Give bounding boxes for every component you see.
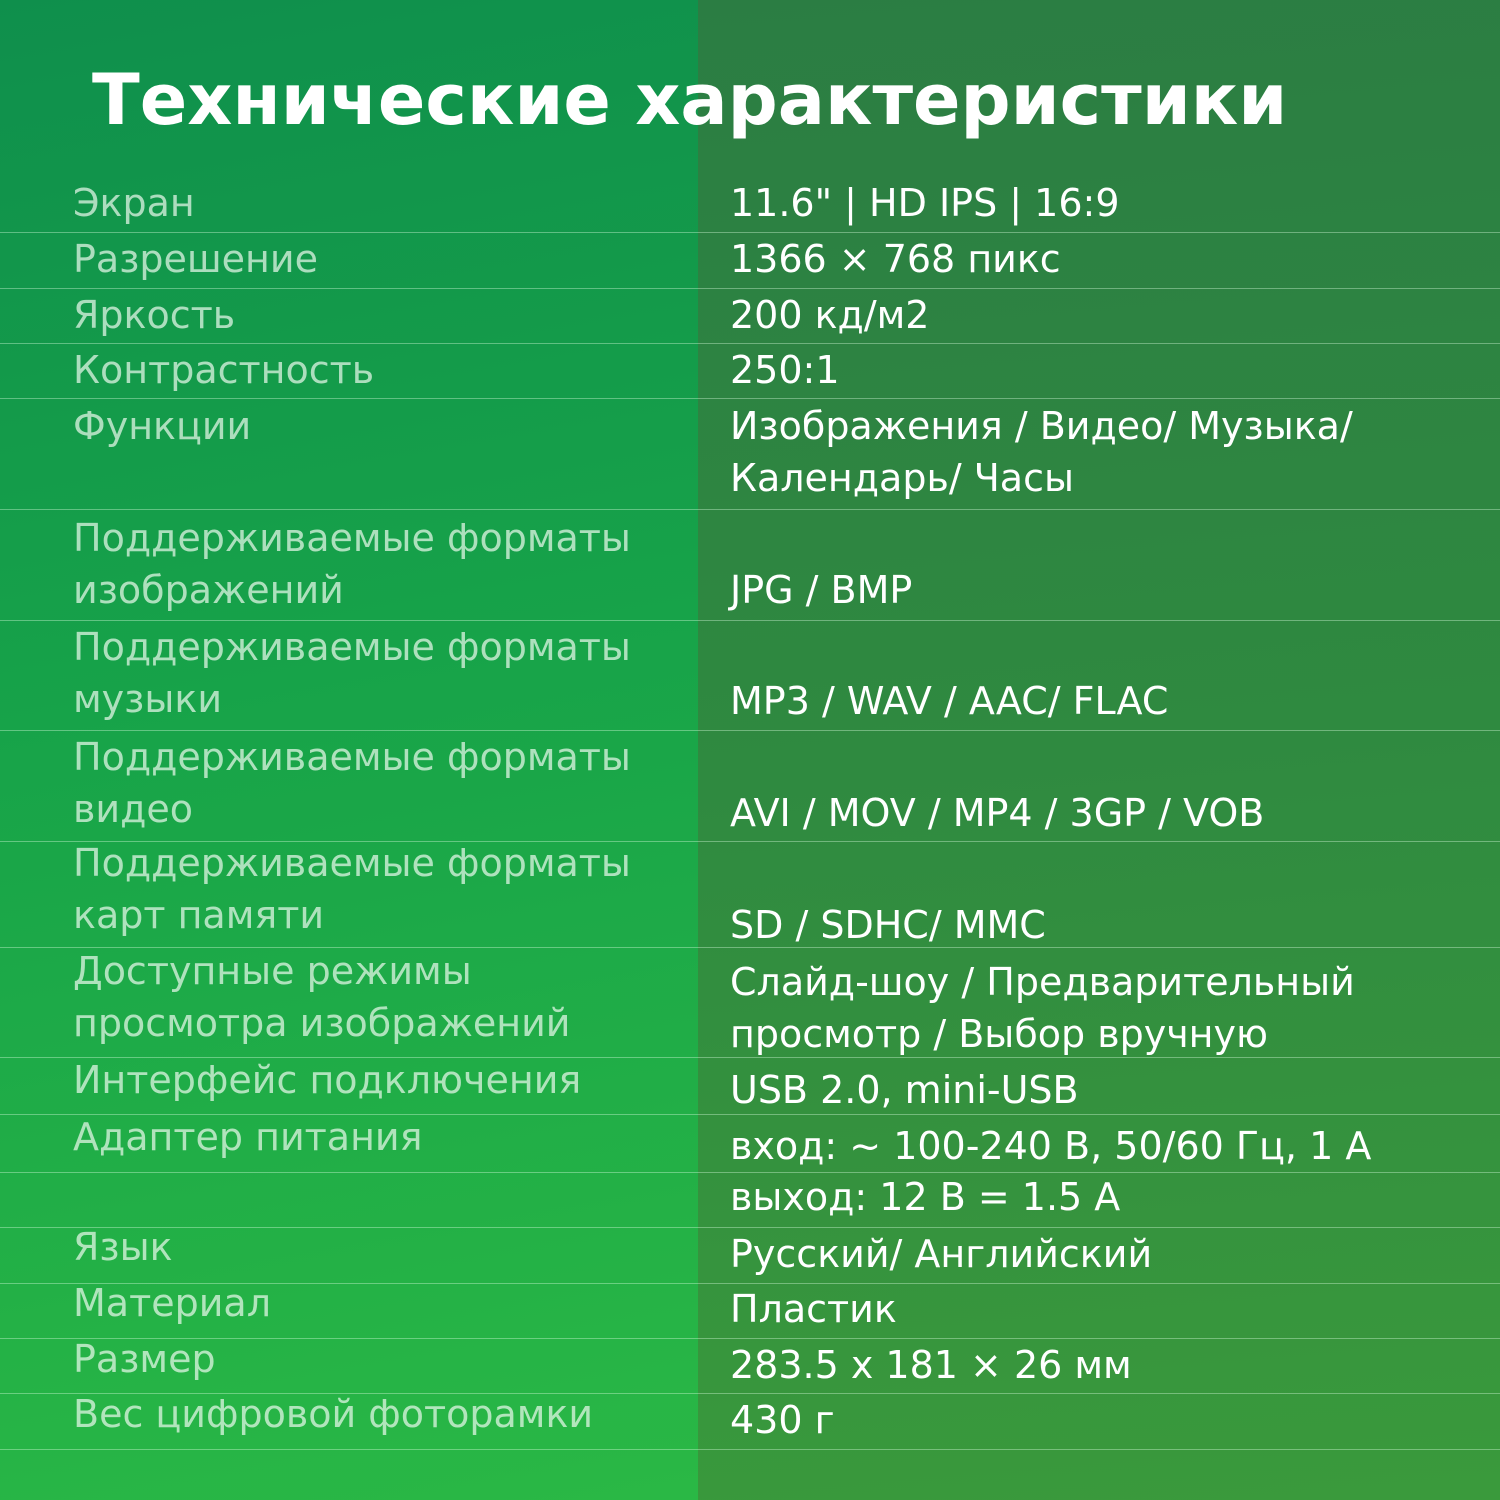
spec-value: вход: ~ 100-240 В, 50/60 Гц, 1 А bbox=[730, 1124, 1372, 1168]
spec-label: Экран bbox=[73, 181, 195, 225]
spec-label: Поддерживаемые форматы музыки bbox=[73, 625, 631, 721]
spec-row-brightness bbox=[0, 289, 1500, 344]
spec-label: Яркость bbox=[73, 293, 236, 337]
spec-value: USB 2.0, mini-USB bbox=[730, 1068, 1079, 1112]
spec-value: 11.6" | HD IPS | 16:9 bbox=[730, 181, 1120, 225]
spec-row-material bbox=[0, 1281, 1500, 1339]
spec-row-image-formats bbox=[0, 510, 1500, 621]
spec-label: Размер bbox=[73, 1337, 216, 1381]
spec-value: 250:1 bbox=[730, 348, 840, 392]
spec-row-power-output bbox=[0, 1173, 1500, 1228]
spec-value: Русский/ Английский bbox=[730, 1232, 1153, 1276]
spec-label: Вес цифровой фоторамки bbox=[73, 1392, 594, 1436]
spec-value: 200 кд/м2 bbox=[730, 293, 930, 337]
spec-row-functions bbox=[0, 399, 1500, 510]
page-title: Технические характеристики bbox=[92, 59, 1288, 141]
spec-row-view-modes bbox=[0, 948, 1500, 1058]
spec-row-size bbox=[0, 1339, 1500, 1394]
spec-row-language bbox=[0, 1225, 1500, 1284]
spec-value: Слайд-шоу / Предварительный просмотр / Выбор вручную bbox=[730, 960, 1355, 1056]
spec-row-contrast bbox=[0, 344, 1500, 399]
spec-value: 1366 × 768 пикс bbox=[730, 237, 1061, 281]
spec-label: Интерфейс подключения bbox=[73, 1058, 582, 1102]
spec-label: Доступные режимы просмотра изображений bbox=[73, 949, 571, 1045]
spec-row-resolution bbox=[0, 233, 1500, 289]
spec-row-video-formats bbox=[0, 731, 1500, 842]
spec-row-card-formats bbox=[0, 842, 1500, 948]
spec-label: Контрастность bbox=[73, 348, 375, 392]
spec-row-power-adapter bbox=[0, 1115, 1500, 1173]
spec-label: Адаптер питания bbox=[73, 1115, 423, 1159]
spec-label: Материал bbox=[73, 1281, 271, 1325]
spec-row-weight bbox=[0, 1394, 1500, 1450]
spec-value: 430 г bbox=[730, 1398, 835, 1442]
spec-label: Поддерживаемые форматы видео bbox=[73, 735, 631, 831]
spec-value: AVI / MOV / MP4 / 3GP / VOB bbox=[730, 791, 1265, 835]
spec-value: выход: 12 В = 1.5 А bbox=[730, 1175, 1121, 1219]
spec-label: Разрешение bbox=[73, 237, 318, 281]
spec-row-interface bbox=[0, 1058, 1500, 1115]
spec-row-screen bbox=[0, 175, 1500, 233]
spec-value: Изображения / Видео/ Музыка/ Календарь/ Часы bbox=[730, 404, 1353, 500]
spec-row-music-formats bbox=[0, 621, 1500, 731]
spec-label: Поддерживаемые форматы изображений bbox=[73, 516, 631, 612]
spec-value: Пластик bbox=[730, 1287, 897, 1331]
spec-value: MP3 / WAV / AAC/ FLAC bbox=[730, 679, 1169, 723]
spec-label: Функции bbox=[73, 404, 252, 448]
spec-value: SD / SDHC/ MMC bbox=[730, 903, 1046, 947]
spec-value: 283.5 х 181 × 26 мм bbox=[730, 1343, 1132, 1387]
spec-value: JPG / BMP bbox=[730, 568, 913, 612]
spec-label: Поддерживаемые форматы карт памяти bbox=[73, 841, 631, 937]
spec-label: Язык bbox=[73, 1225, 173, 1269]
